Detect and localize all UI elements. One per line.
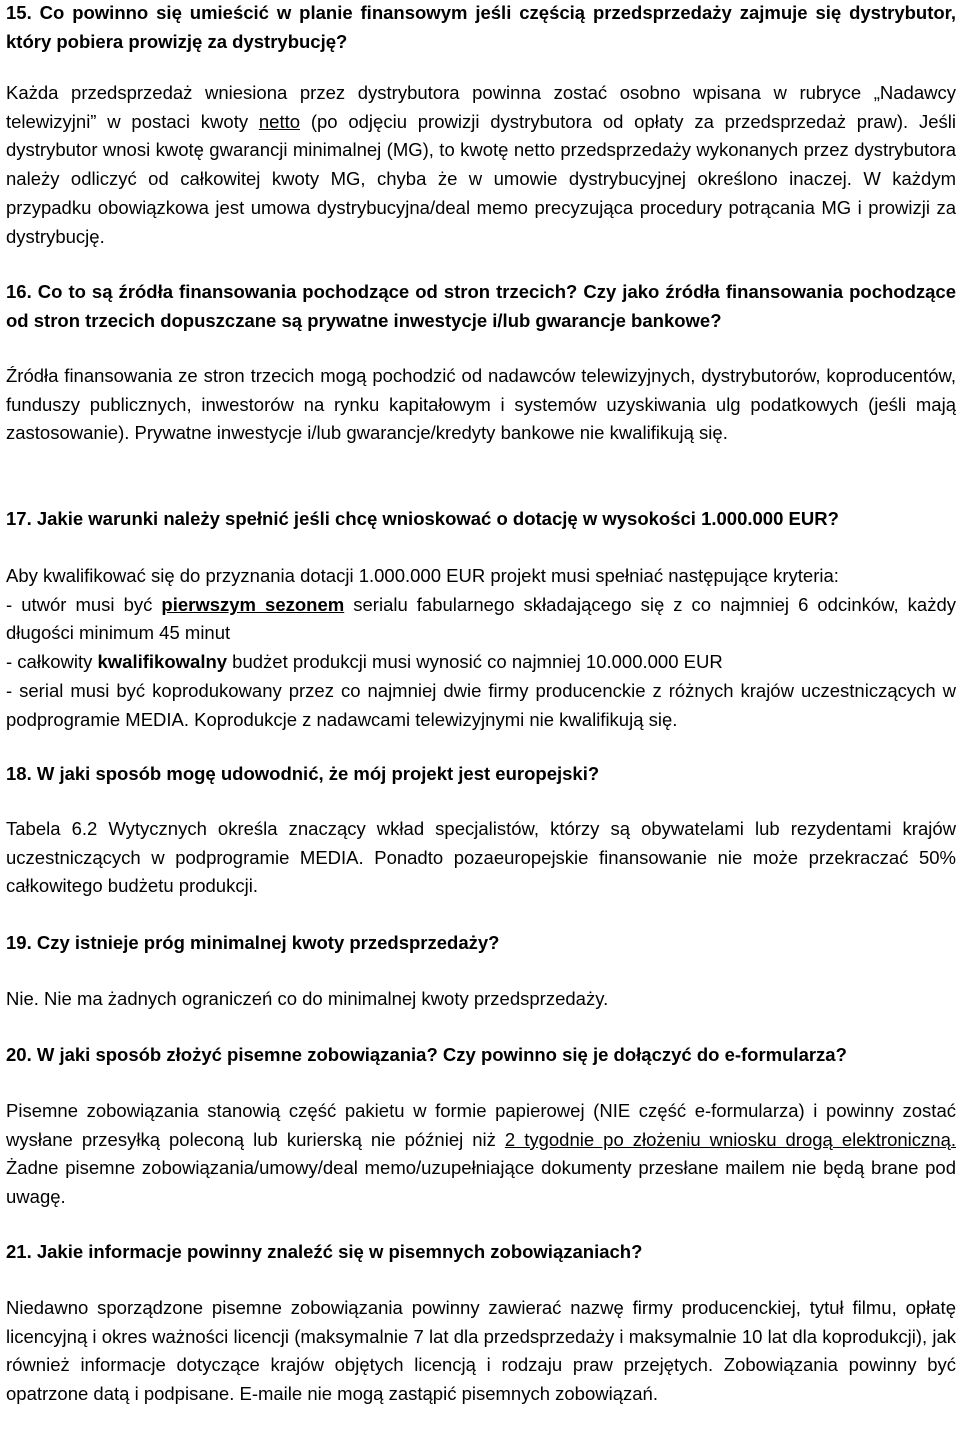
question-20-answer-part-1: Pisemne zobowiązania stanowią część pakietu w formie papierowej (NIE część e-formularza) i powinny zostać wysłane przesyłką poleconą lub kurierską nie później niż	[6, 1100, 956, 1150]
criterion-coproduction: - serial musi być koprodukowany przez co najmniej dwie firmy producenckie z różnych krajów uczestniczących w podprogramie MEDIA. Koprodukcje z nadawcami telewizyjnymi nie kwalifikują się.	[6, 679, 956, 730]
question-20-answer-part-2: Żadne pisemne zobowiązania/umowy/deal memo/uzupełniające dokumenty przesłane mailem nie będą brane pod uwagę.	[6, 1157, 956, 1208]
question-15-heading: 15. Co powinno się umieścić w planie finansowym jeśli częścią przedsprzedaży zajmuje się dystrybutor, który pobiera prowizję za dystrybucję?	[6, 2, 956, 52]
question-15-answer-part-2: (po odjęciu prowizji dystrybutora od opłaty za przedsprzedaż praw). Jeśli dystrybutor wnosi kwotę gwarancji minimalnej (MG), to kwotę netto przedsprzedaży wykonanych przez dystrybutora należy odliczyć od całkowitej kwoty MG, chyba że w umowie dystrybucyjnej określono inaczej. W każdym przypadku obowiązkowa jest umowa dystrybucyjna/deal memo precyzująca procedury potrącania MG i prowizji za dystrybucję.	[6, 110, 956, 247]
netto-underlined: netto	[258, 110, 301, 132]
criterion-first-season-part-1: - utwór musi być	[6, 593, 162, 615]
question-19-heading: 19. Czy istnieje próg minimalnej kwoty przedsprzedaży?	[6, 932, 500, 953]
criterion-budget-part-1: - całkowity	[6, 651, 98, 673]
question-15-answer	[6, 79, 956, 251]
question-19-answer: Nie. Nie ma żadnych ograniczeń co do minimalnej kwoty przedsprzedaży.	[6, 988, 609, 1009]
criterion-budget	[6, 648, 956, 677]
question-18-answer: Tabela 6.2 Wytycznych określa znaczący wkład specjalistów, którzy są obywatelami lub rezydentami krajów uczestniczących w podprogramie MEDIA. Ponadto pozaeuropejskie finansowanie nie może przekraczać 50% całkowitego budżetu produkcji.	[6, 818, 956, 897]
question-16-heading: 16. Co to są źródła finansowania pochodzące od stron trzecich? Czy jako źródła finansowania pochodzące od stron trzecich dopuszczane są prywatne inwestycje i/lub gwarancje bankowe?	[6, 281, 956, 331]
question-18-heading: 18. W jaki sposób mogę udowodnić, że mój projekt jest europejski?	[6, 763, 600, 784]
question-20-answer	[6, 1097, 956, 1212]
deadline-underlined: 2 tygodnie po złożeniu wniosku drogą elektroniczną.	[504, 1128, 956, 1150]
question-15-answer-part-1: Każda przedsprzedaż wniesiona przez dystrybutora powinna zostać osobno wpisana w rubryce „Nadawcy telewizyjni” w postaci kwoty	[6, 82, 956, 132]
question-20-heading: 20. W jaki sposób złożyć pisemne zobowiązania? Czy powinno się je dołączyć do e-formularza?	[6, 1044, 847, 1065]
question-16-answer: Źródła finansowania ze stron trzecich mogą pochodzić od nadawców telewizyjnych, dystrybutorów, koproducentów, funduszy publicznych, inwestorów na rynku kapitałowym i systemów uzyskiwania ulg podatkowych (jeśli mają zastosowanie). Prywatne inwestycje i/lub gwarancje/kredyty bankowe nie kwalifikują się.	[6, 365, 956, 444]
question-17-heading: 17. Jakie warunki należy spełnić jeśli chcę wnioskować o dotację w wysokości 1.000.000 EUR?	[6, 508, 839, 529]
criterion-budget-part-2: budżet produkcji musi wynosić co najmniej 10.000.000 EUR	[227, 651, 723, 673]
criterion-first-season-part-2: serialu fabularnego składającego się z co najmniej 6 odcinków, każdy długości minimum 45 minut	[6, 593, 957, 644]
question-17-intro: Aby kwalifikować się do przyznania dotacji 1.000.000 EUR projekt musi spełniać następujące kryteria:	[6, 565, 839, 586]
question-21-heading: 21. Jakie informacje powinny znaleźć się w pisemnych zobowiązaniach?	[6, 1241, 643, 1262]
first-season-emphasis: pierwszym sezonem	[161, 593, 345, 615]
eligible-emphasis: kwalifikowalny	[97, 651, 228, 673]
question-21-answer: Niedawno sporządzone pisemne zobowiązania powinny zawierać nazwę firmy producenckiej, tytuł filmu, opłatę licencyjną i okres ważności licencji (maksymalnie 7 lat dla przedsprzedaży i maksymalnie 10 lat dla koprodukcji), jak również informacje dotyczące krajów objętych licencją i rodzaju praw przejętych. Zobowiązania powinny być opatrzone datą i podpisane. E-maile nie mogą zastąpić pisemnych zobowiązań.	[6, 1297, 956, 1405]
question-17-answer	[6, 562, 956, 734]
criterion-first-season	[6, 591, 956, 648]
